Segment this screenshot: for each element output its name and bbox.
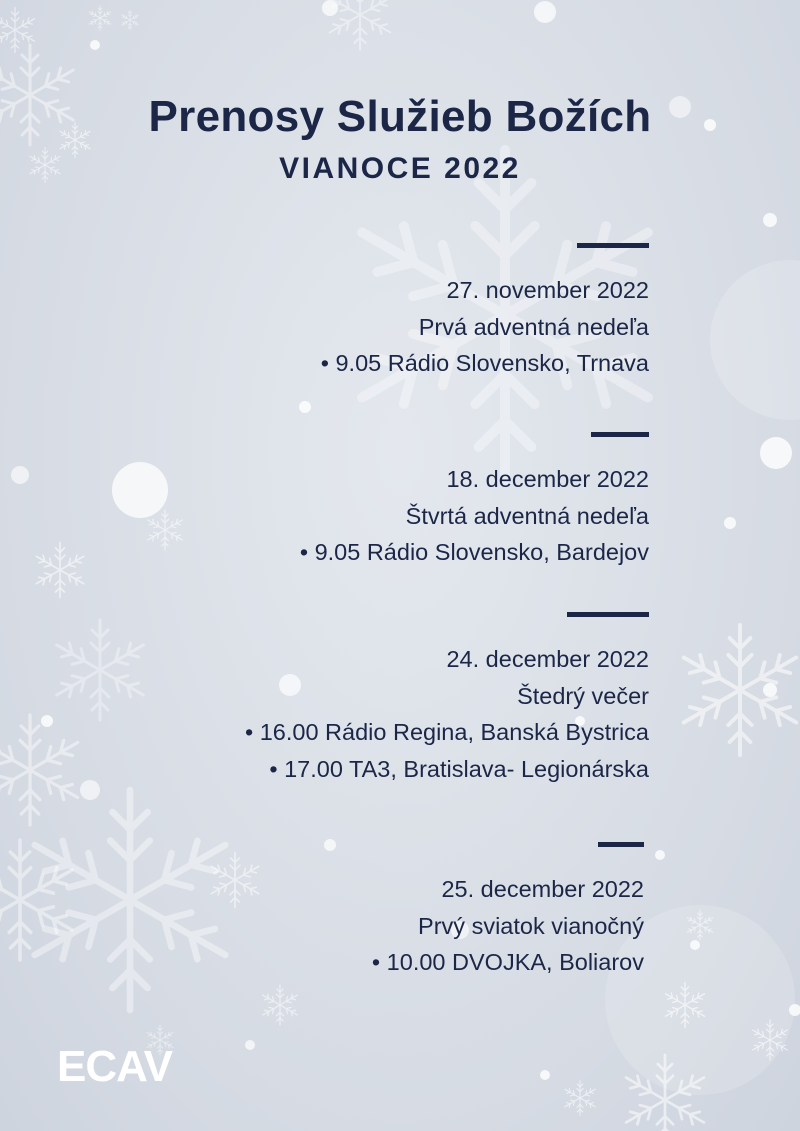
event-broadcast: • 9.05 Rádio Slovensko, Trnava (320, 350, 649, 376)
event-broadcast: • 17.00 TA3, Bratislava- Legionárska (269, 755, 649, 782)
event-block (321, 243, 649, 382)
divider-bar (598, 842, 644, 847)
page-subtitle: VIANOCE 2022 (279, 152, 521, 185)
event-broadcast: • 9.05 Rádio Slovensko, Bardejov (299, 539, 649, 565)
event-broadcast: • 10.00 DVOJKA, Boliarov (371, 949, 644, 975)
divider-bar (591, 432, 649, 437)
event-occasion: Štvrtá adventná nedeľa (405, 502, 649, 529)
event-block (372, 842, 644, 981)
ecav-logo (57, 1043, 187, 1091)
event-date: 24. december 2022 (446, 646, 649, 672)
event-block (300, 432, 649, 571)
event-occasion: Prvá adventná nedeľa (418, 313, 649, 340)
event-broadcast: • 16.00 Rádio Regina, Banská Bystrica (244, 719, 649, 745)
divider-bar (567, 612, 649, 617)
event-date: 25. december 2022 (441, 876, 644, 902)
logo-text: ECAV (57, 1042, 172, 1091)
event-occasion: Prvý sviatok vianočný (418, 912, 644, 939)
divider-bar (577, 243, 649, 248)
event-block (245, 612, 649, 787)
event-date: 27. november 2022 (446, 277, 649, 303)
event-occasion: Štedrý večer (517, 682, 649, 709)
page-title: Prenosy Služieb Božích (148, 92, 652, 141)
event-date: 18. december 2022 (446, 466, 649, 492)
